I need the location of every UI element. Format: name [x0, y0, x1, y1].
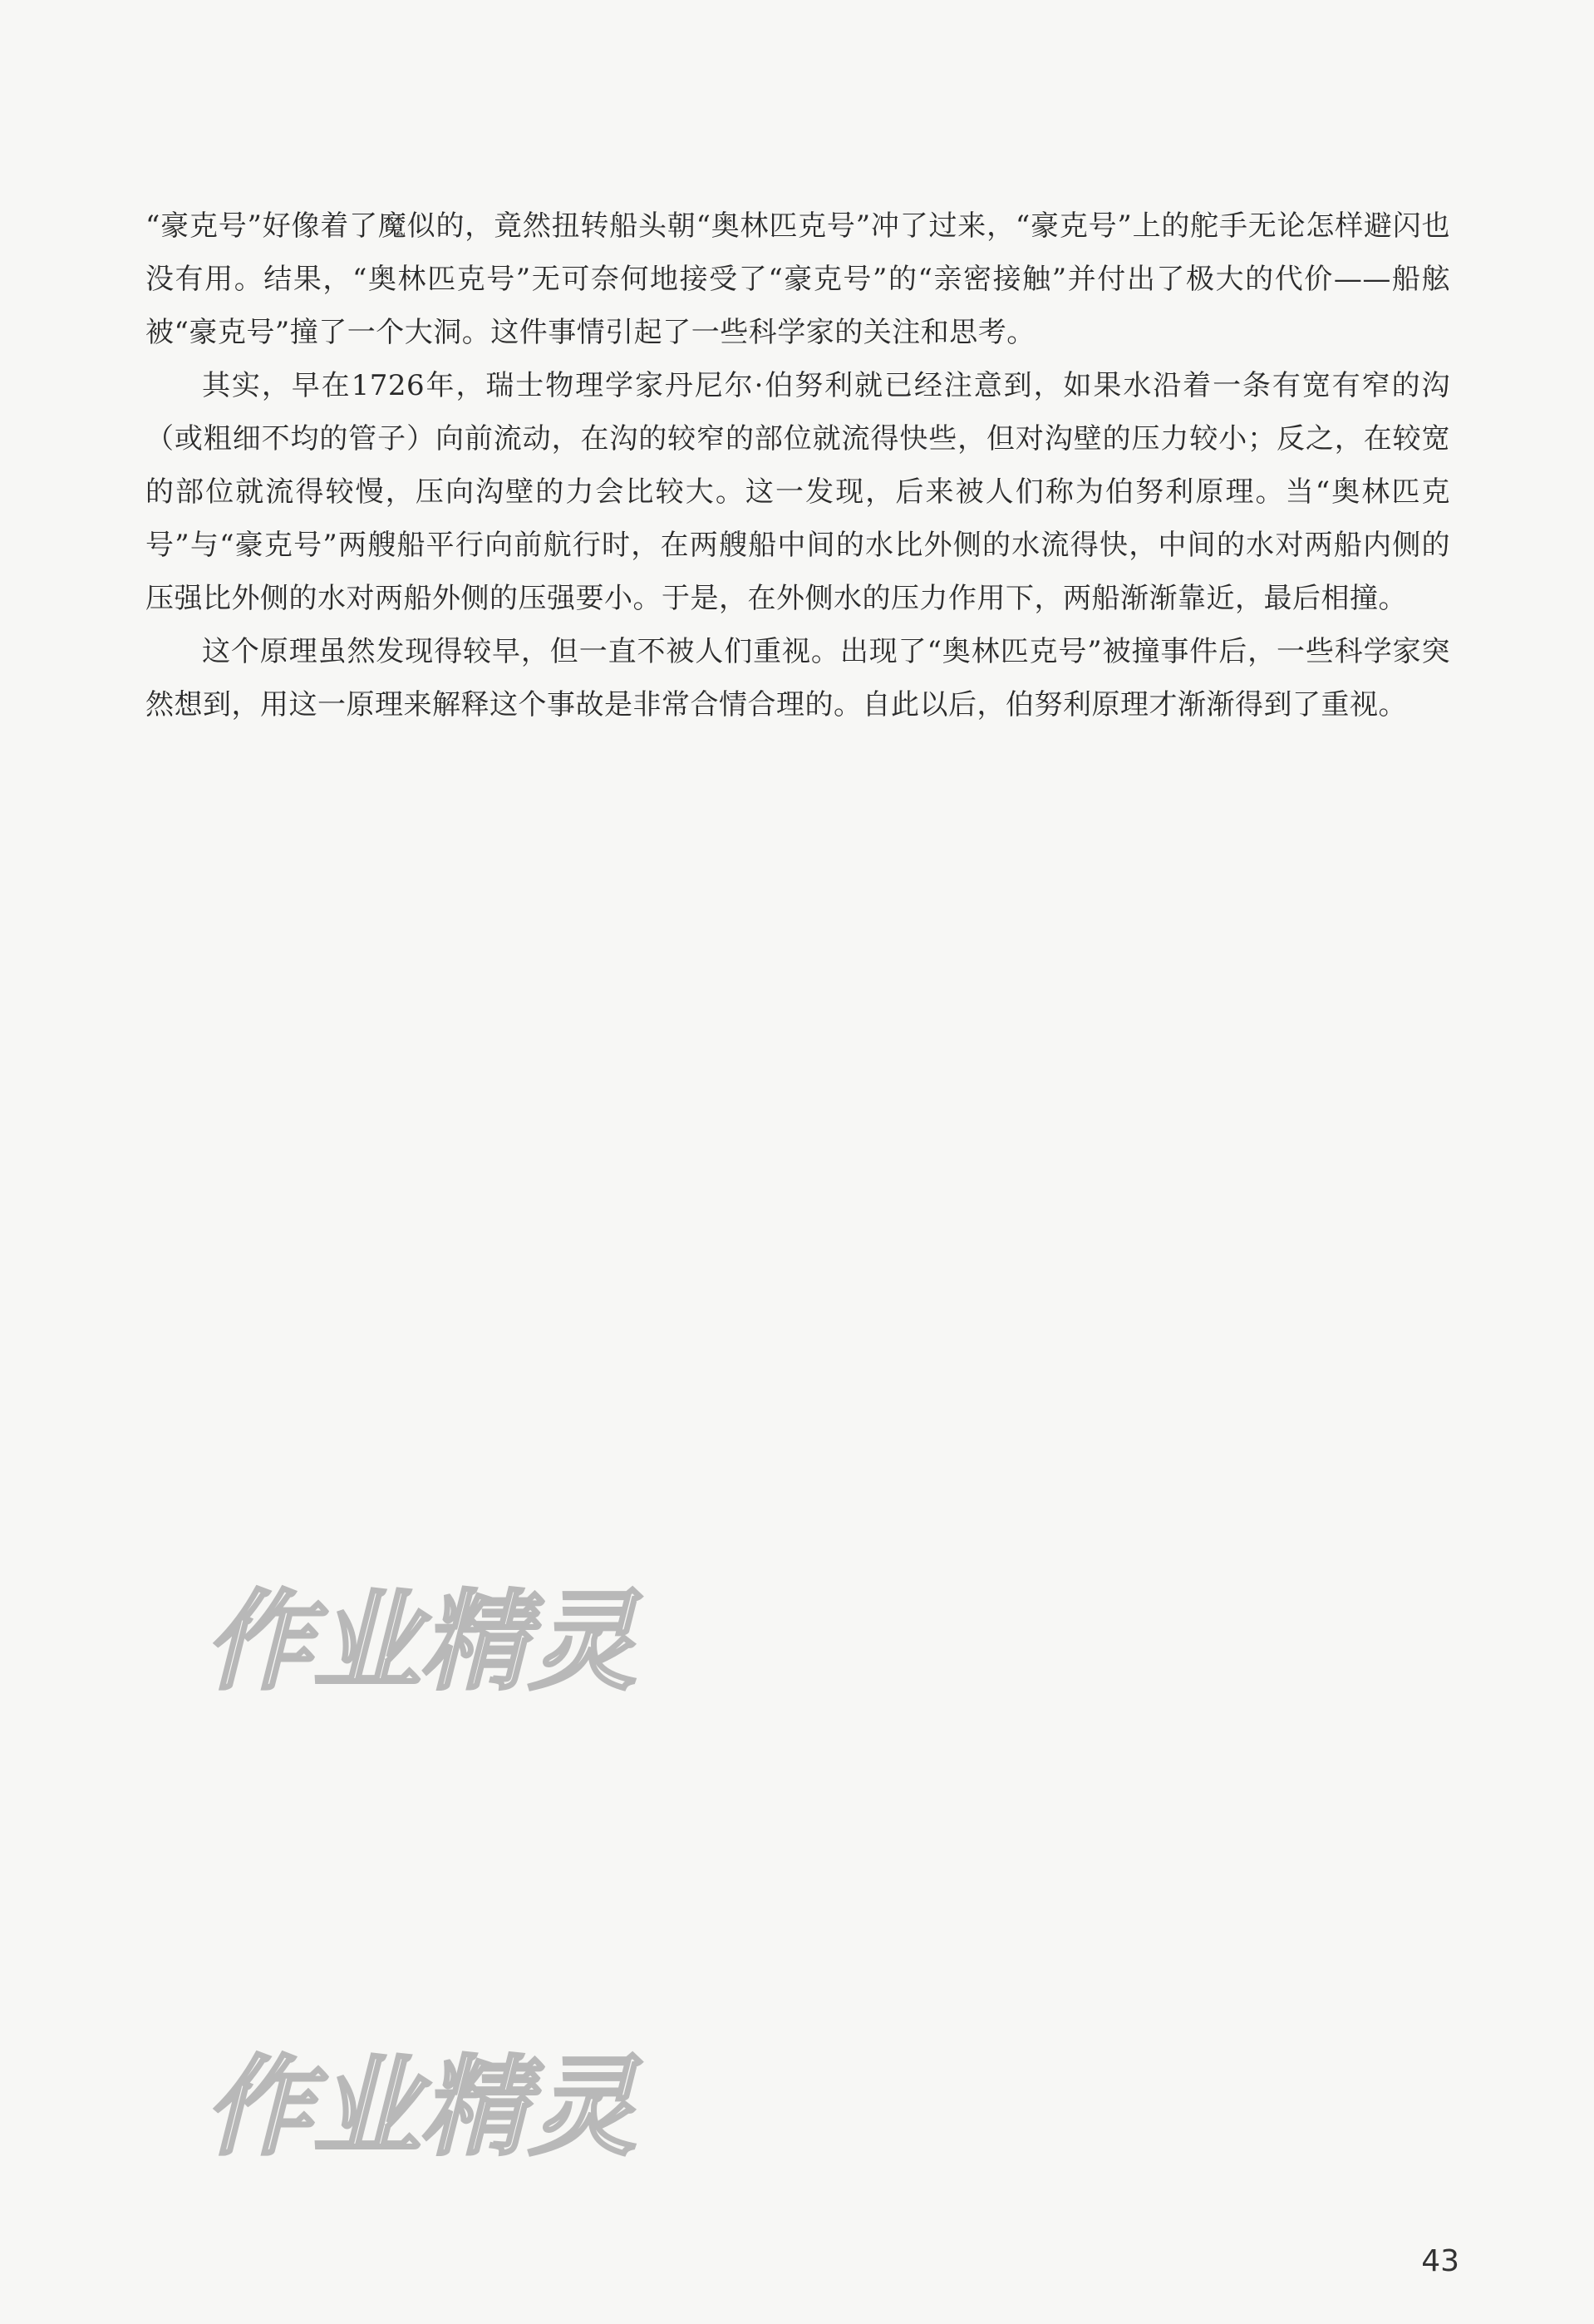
page-number: 43: [1421, 2244, 1459, 2278]
paragraph-bernoulli: 其实，早在1726年，瑞士物理学家丹尼尔·伯努利就已经注意到，如果水沿着一条有宽有窄的沟（或粗细不均的管子）向前流动，在沟的较窄的部位就流得快些，但对沟壁的压力较小；反之，在较宽的部位就流得较慢，压向沟壁的力会比较大。这一发现，后来被人们称为伯努利原理。当“奥林匹克号”与“豪克号”两艘船平行向前航行时，在两艘船中间的水比外侧的水流得快，中间的水对两船内侧的压强比外侧的水对两船外侧的压强要小。于是，在外侧水的压力作用下，两船渐渐靠近，最后相撞。: [145, 369, 1450, 615]
watermark-text: 作业精灵: [204, 1578, 637, 1705]
paragraph-continued: “豪克号”好像着了魔似的，竟然扭转船头朝“奥林匹克号”冲了过来，“豪克号”上的舵手无论怎样避闪也没有用。结果，“奥林匹克号”无可奈何地接受了“豪克号”的“亲密接触”并付出了极大的代价——船舷被“豪克号”撞了一个大洞。这件事情引起了一些科学家的关注和思考。: [145, 209, 1450, 349]
watermark-text: 作业精灵: [204, 2044, 637, 2170]
watermark-logo: [196, 2028, 662, 2178]
watermark-logo: [196, 1563, 662, 1712]
body-text: [145, 199, 1450, 731]
paragraph-conclusion: 这个原理虽然发现得较早，但一直不被人们重视。出现了“奥林匹克号”被撞事件后，一些科学家突然想到，用这一原理来解释这个事故是非常合情合理的。自此以后，伯努利原理才渐渐得到了重视。: [145, 635, 1450, 721]
